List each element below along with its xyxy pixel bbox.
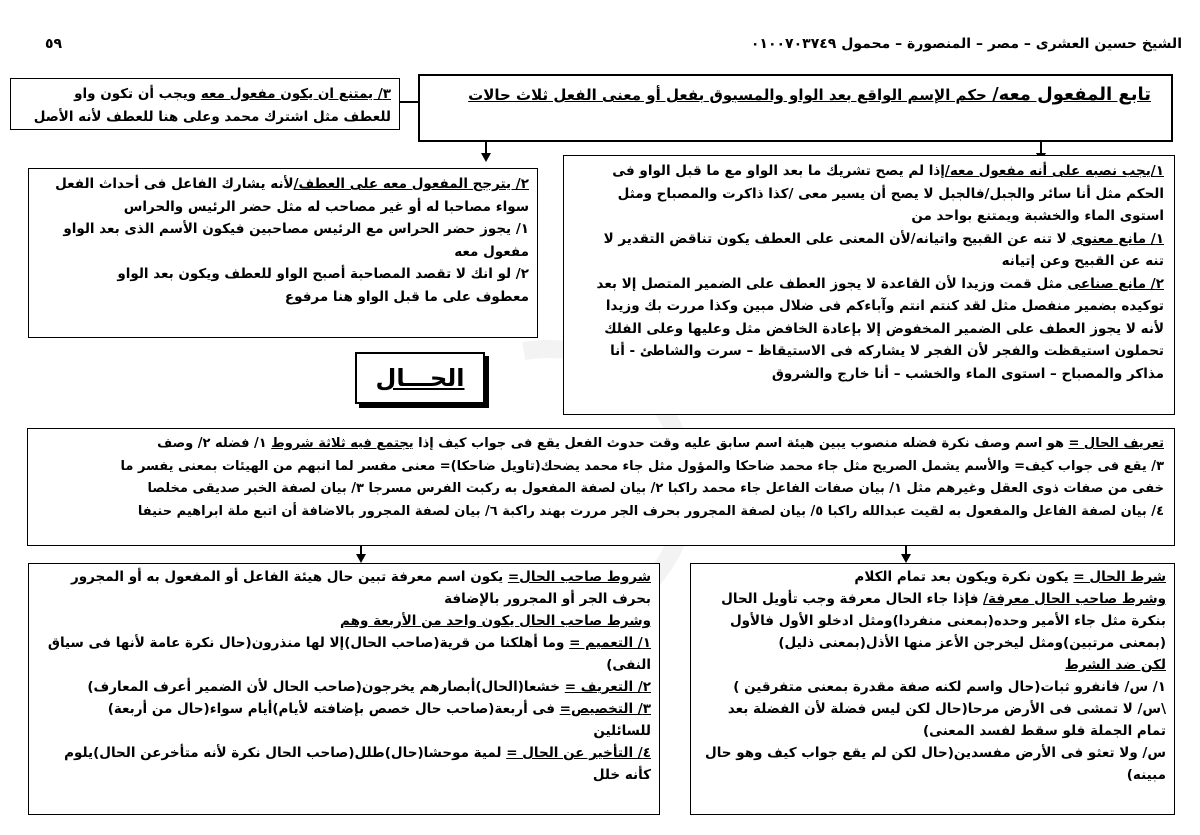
- case3-line1: [17, 83, 391, 106]
- takhir-label: ٤/ التأخير عن الحال =: [506, 745, 651, 761]
- sahib-line6: [35, 676, 651, 698]
- sahib-line2: بحرف الجر أو المجرور بالإضافة: [444, 591, 651, 607]
- case1-line2: الحكم مثل أنا سائر والجبل/فالجبل لا يصح أن يسير معى /كذا ذاكرت والمصباح ومثل: [617, 185, 1164, 202]
- case3-line2: للعطف مثل اشترك محمد وعلى هنا للعطف لأنه الأصل: [33, 108, 391, 125]
- case2-line6: معطوف على ما قبل الواو هنا مرفوع: [284, 288, 529, 305]
- case2-line2: سواء مصاحبا له أو غير مصاحب له مثل حضر الرئيس والحراس: [123, 198, 529, 215]
- arrow-left-head: [481, 153, 491, 162]
- arrow-def-right-head: [901, 554, 911, 563]
- case2-line1-rest: لأنه يشارك الفاعل فى أحداث الفعل: [55, 176, 294, 192]
- case2-line4: مفعول معه: [454, 243, 529, 260]
- case2-line5: ٢/ لو انك لا تقصد المصاحبة أصبح الواو للعطف ويكون بعد الواو: [117, 266, 529, 282]
- arrow-def-left-head: [356, 554, 366, 563]
- sahib-line3: وشرط صاحب الحال يكون واحد من الأربعة وهم: [340, 613, 651, 629]
- shart-line4: (بمعنى مرتبين)ومثل ليخرجن الأعز منها الأذل(بمعنى ذليل): [778, 635, 1166, 651]
- sahib-line5: النفى): [606, 657, 651, 673]
- case2-box: [28, 168, 538, 338]
- definition-label: تعريف الحال =: [1068, 436, 1164, 451]
- hal-title-box: [355, 352, 485, 404]
- shart-line10: مبينه): [1126, 767, 1166, 783]
- definition-conditions: يجتمع فيه ثلاثة شروط: [271, 436, 414, 451]
- shart-line2-rest: فإذا جاء الحال معرفة وجب تأويل الحال: [721, 591, 984, 607]
- sahib-line4-rest: وما أهلكنا من قرية(صاحب الحال)إلا لها منذرون(حال نكرة عامة لأنها فى سياق: [47, 635, 570, 651]
- sahib-line1-rest: يكون اسم معرفة تبين حال هيئة الفاعل أو المفعول به أو المجرور: [70, 569, 508, 585]
- shart-line7: \س/ لا تمشى فى الأرض مرحا(حال لكن ليس فضلة لأن الفضلة بعد: [727, 701, 1166, 717]
- case3-line1-rest: ويجب أن تكون واو: [74, 86, 201, 102]
- sahib-line10: كأنه خلل: [592, 767, 651, 783]
- case1-line4-rest: لا تنه عن القبيح واتيانه/لأن المعنى على العطف يكون تناقض التقدير لا: [603, 230, 1072, 247]
- sahib-line6-rest: خشعا(الحال)أبصارهم يخرجون(صاحب الحال لأن الضمير أعرف المعارف): [87, 679, 565, 695]
- sahib-line7: [35, 698, 651, 720]
- case1-line6: [572, 273, 1164, 296]
- shart-line6: ١/ س/ فانفرو ثبات(حال واسم لكنه صفة مقدرة بمعنى متفرقين ): [733, 679, 1166, 695]
- case1-line7: توكيده بضمير منفصل مثل لقد كنتم انتم وآباءكم فى ضلال مبين وكذا مررت بك وزيدا: [605, 298, 1164, 314]
- hal-title: الحـــال: [375, 364, 465, 392]
- definition-line3: خفى من صفات ذوى العقل وغيرهم مثل ١/ بيان صفات الفاعل جاء محمد راكبا ٢/ بيان لصفة المفعول به ركبت الفرس مسرجا ٣/ بيان لصفة الخبر صديقى مخلصا: [147, 481, 1164, 496]
- shart-label: شرط الحال =: [1073, 569, 1166, 585]
- sahib-line9: [35, 742, 651, 764]
- case1-line3: استوى الماء والخشبة ويمتنع بواحد من: [911, 208, 1164, 224]
- sahib-label: شروط صاحب الحال=: [507, 569, 651, 585]
- shart-line3: بنكرة مثل جاء الأمير وحده(بمعنى منفردا)ومثل ادخلو الأول فالأول: [729, 613, 1166, 629]
- shart-line1: [697, 566, 1166, 588]
- sahib-line9-rest: لمية موحشا(حال)طلل(صاحب الحال نكرة لأنه متأخرعن الحال)يلوم: [64, 745, 507, 761]
- shart-line2: [697, 588, 1166, 610]
- shart-line1-rest: يكون نكرة ويكون بعد تمام الكلام: [854, 569, 1074, 585]
- case1-label: ١/يجب نصبه على أنه مفعول معه/: [944, 163, 1164, 179]
- case1-line4: [572, 228, 1164, 251]
- connector-case3-title: [400, 101, 418, 103]
- case2-label: ٢/ يترجح المفعول معه على العطف/: [293, 176, 529, 192]
- case1-line9: تحملون استيقظت والفجر لأن الفجر لا يشاركه فى الاستيقاظ – سرت والشاطئ - أنا: [610, 343, 1164, 359]
- case1-line10: مذاكر والمصباح – استوى الماء والخشب – أنا خارج والشروق: [771, 365, 1164, 382]
- tarif-label: ٢/ التعريف =: [564, 679, 651, 695]
- definition-line1: [36, 433, 1164, 456]
- case1-line8: لأنه لا يجوز العطف على الضمير المخفوض إلا بإعادة الخافض مثل وعليها وعلى الفلك: [604, 320, 1164, 337]
- takhsis-label: ٣/ التخصيص=: [559, 701, 651, 717]
- case1-box: [563, 155, 1175, 415]
- sahib-line1: [35, 566, 651, 588]
- case2-line1: [37, 173, 529, 196]
- shart-line5: لكن ضد الشرط: [1064, 657, 1166, 673]
- definition-line1-end: ١/ فضله ٢/ وصف: [157, 436, 272, 451]
- case1-line1-rest: إذا لم يصح تشريك ما بعد الواو مع ما قبل الواو فى: [612, 163, 945, 179]
- case3-box: [10, 78, 400, 130]
- definition-line1-rest: هو اسم وصف نكرة فضله منصوب يبين هيئة اسم سابق عليه وقت حدوث الفعل يقع فى جواب كيف إذا: [413, 436, 1069, 451]
- case3-label: ٣/ يمتنع ان يكون مفعول معه: [200, 86, 391, 102]
- shart-line9: س/ ولا تعثو فى الأرض مفسدين(حال لكن لم يقع جواب كيف وهو حال: [705, 745, 1166, 761]
- case1-line1: [572, 160, 1164, 183]
- shart-sahib-label: وشرط صاحب الحال معرفة/: [983, 591, 1166, 607]
- sahib-line4: [35, 632, 651, 654]
- taamim-label: ١/ التعميم =: [569, 635, 651, 651]
- sahib-line7-rest: فى أربعة(صاحب حال خصص بإضافته لأيام)أيام سواء(حال من أربعة): [107, 701, 560, 717]
- case2-line3: ١/ يجوز حضر الحراس مع الرئيس مصاحبين فيكون الأسم الذى بعد الواو: [63, 221, 529, 237]
- page-header-author: الشيخ حسين العشرى – مصر – المنصورة – محمول ٠١٠٠٧٠٣٧٤٩: [750, 36, 1182, 52]
- case1-line5: تنه عن القبيح وعن إتيانه: [1001, 253, 1164, 269]
- case1-line6-rest: مثل قمت وزيدا لأن القاعدة لا يجوز العطف على الضمير المتصل إلا بعد: [596, 275, 1068, 292]
- maane-sinai-label: ٢/ مانع صناعى: [1067, 275, 1164, 292]
- definition-line4: ٤/ بيان لصفة الفاعل والمفعول به لقيت عبدالله راكبا ٥/ بيان لصفة المجرور بحرف الجر مررت بهند راكبة ٦/ بيان لصفة المجرور بالاضافة أن اتبع ملة ابراهيم حنيفا: [137, 503, 1164, 519]
- title-rest: حكم الإسم الواقع بعد الواو والمسبوق بفعل أو معنى الفعل ثلاث حالات: [468, 86, 993, 104]
- definition-line2: ٣/ يقع فى جواب كيف= والأسم يشمل الصريح مثل جاء محمد ضاحكا والمؤول مثل جاء محمد يضحك(تاويل ضاحكا)= معنى مفسر لما انبهم من الهيئات بمعنى يفسر ما: [120, 458, 1164, 474]
- shart-box: [690, 563, 1175, 815]
- shart-line8: تمام الجملة فلو سقط لفسد المعنى): [922, 723, 1166, 739]
- title-box: [418, 74, 1173, 142]
- page-number: ٥٩: [45, 36, 63, 52]
- definition-box: [27, 428, 1175, 546]
- maane-manawi-label: ١/ مانع معنوى: [1071, 230, 1164, 247]
- title-main: تابع المفعول معه/: [992, 84, 1151, 105]
- sahib-box: [28, 563, 660, 815]
- sahib-line8: للسائلين: [593, 723, 651, 739]
